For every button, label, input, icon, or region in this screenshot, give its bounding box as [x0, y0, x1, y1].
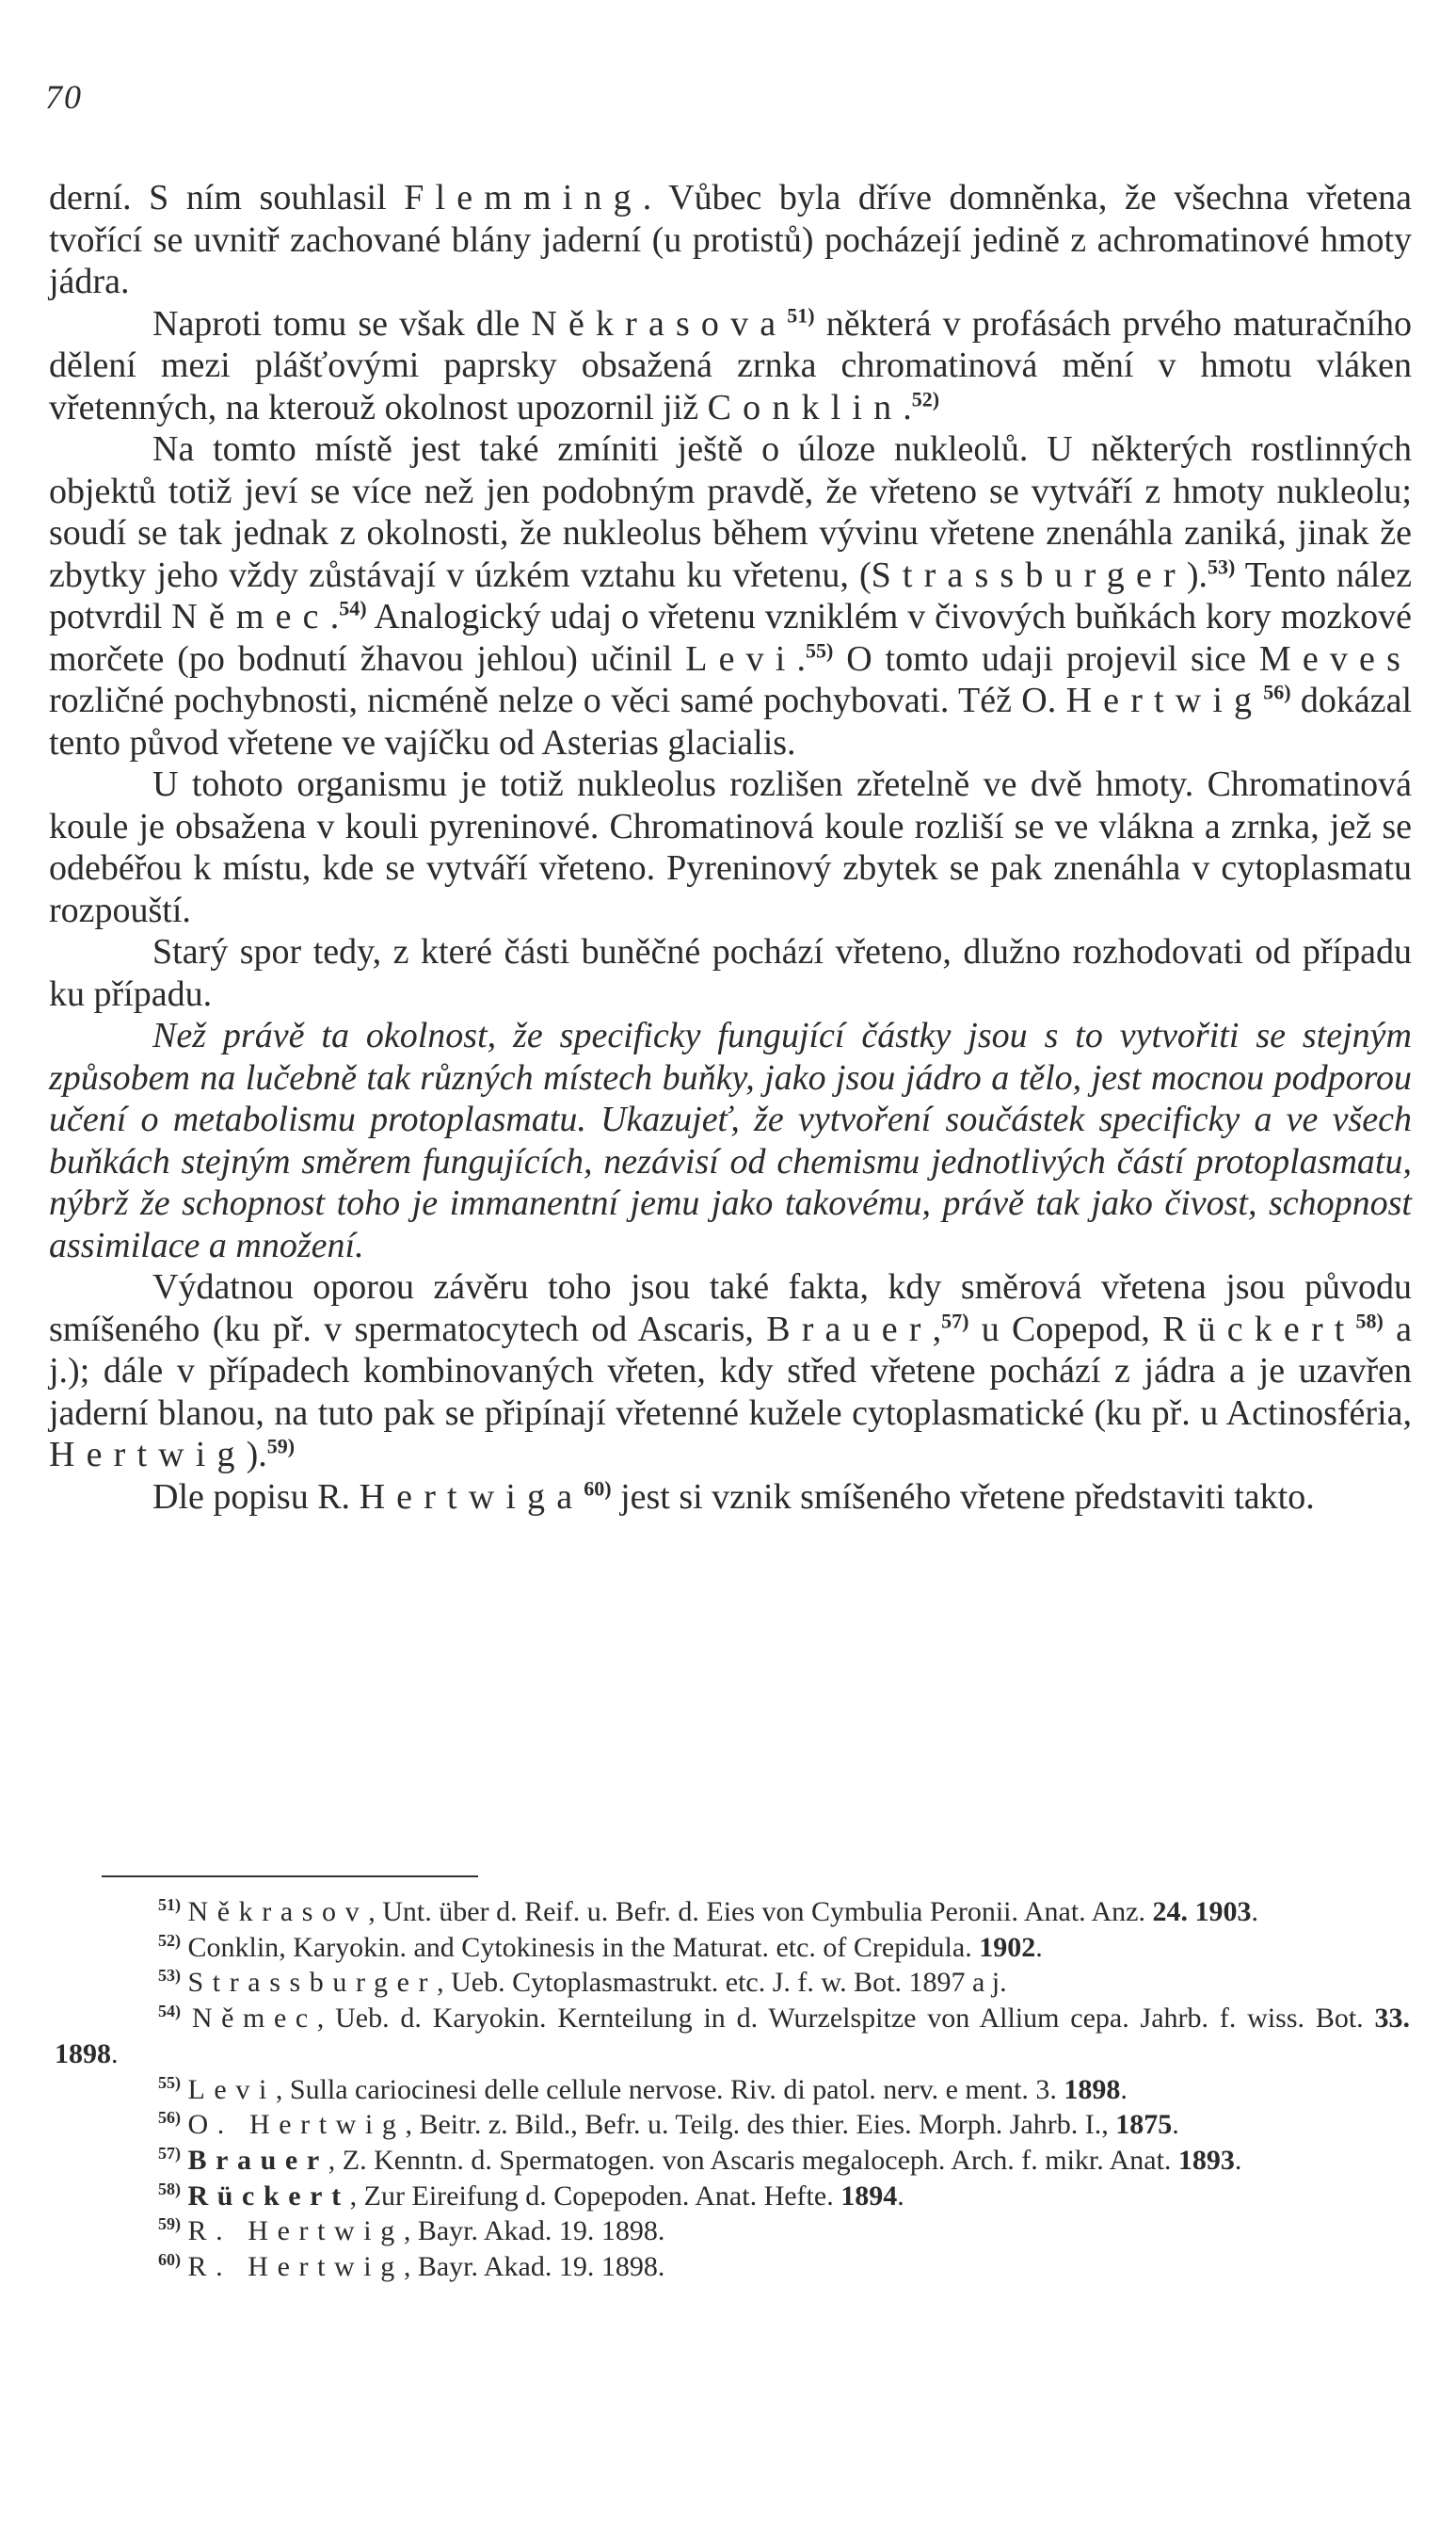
- paragraph-2: Naproti tomu se však dle Někrasova$^{51)}$ některá v profásách prvého maturačního dělení mezi plášťovými paprsky obsažená zrnka chromatinová mění v hmotu vláken vřetenných, na kterouž okolnost upozornil již Conklin.$^{52)}$: [49, 302, 1412, 427]
- author-name: Conklin: [707, 387, 904, 427]
- page-number: 70: [45, 78, 83, 116]
- footnote-item: $^{56)}$ O. Hertwig, Beitr. z. Bild., Befr. u. Teilg. des thier. Eies. Morph. Jahrb. I., 1875.: [158, 2108, 1179, 2141]
- footnote-ref: 52): [911, 386, 940, 410]
- paragraph-6-italic: Než právě ta okolnost, že specificky fungující částky jsou s to vytvořiti se stejným způsobem na lučebně tak různých místech buňky, jako jsou jádro a tělo, jest mocnou podporou učení o metabolismu protoplasmatu. Ukazujeť, že vytvoření součástek specificky a ve všech buňkách stejným směrem fungujících, nezávisí od chemismu jednotlivých částí protoplasmatu, nýbrž že schopnost toho je immanentní jemu jako takovému, právě tak jako čivost, schopnost assimilace a množení.: [49, 1016, 1412, 1265]
- author-name: Hertwig: [49, 1435, 247, 1474]
- author-name: Rückert: [1162, 1309, 1356, 1349]
- author-name: Brauer: [766, 1309, 933, 1349]
- author-name: Meves: [1258, 638, 1413, 679]
- footnote-ref: 51): [787, 302, 815, 327]
- footnote-item: $^{55)}$ Levi, Sulla cariocinesi delle cellule nervose. Riv. di patol. nerv. e ment. 3. 1898.: [158, 2072, 1128, 2105]
- footnote-item: $^{59)}$ R. Hertwig, Bayr. Akad. 19. 1898.: [158, 2214, 665, 2247]
- footnote-item: $^{57)}$ Brauer, Z. Kenntn. d. Spermatogen. von Ascaris megaloceph. Arch. f. mikr. Anat. 1893.: [158, 2143, 1242, 2176]
- footnote-item: $^{54)}$ Němec, Ueb. d. Karyokin. Kernteilung in d. Wurzelspitze von Allium cepa. Jahrb. f. wiss. Bot. 33. 1898.: [55, 2002, 1410, 2069]
- footnote-item: $^{53)}$ Strassburger, Ueb. Cytoplasmastrukt. etc. J. f. w. Bot. 1897 a j.: [158, 1966, 1007, 1999]
- footnote-item: $^{60)}$ R. Hertwig, Bayr. Akad. 19. 1898.: [158, 2250, 665, 2283]
- footnote-ref: 55): [806, 637, 834, 662]
- main-text: [49, 177, 1412, 1518]
- author-name: Strassburger: [871, 555, 1187, 595]
- footnote-item: $^{58)}$ Rückert, Zur Eireifung d. Copepoden. Anat. Hefte. 1894.: [158, 2179, 904, 2212]
- paragraph-1: derní. S ním souhlasil Flemming. Vůbec byla dříve domněnka, že všechna vřetena tvořící se uvnitř zachované blány jaderní (u protistů) pocházejí jedině z achromatinové hmoty jádra.: [49, 178, 1412, 301]
- footnote-ref: 53): [1207, 554, 1236, 578]
- author-name: Němec: [171, 597, 330, 636]
- footnote-item: $^{51)}$ Někrasov, Unt. über d. Reif. u. Befr. d. Eies von Cymbulia Peronii. Anat. Anz. 24. 1903.: [158, 1895, 1258, 1927]
- paragraph-7: Výdatnou oporou závěru toho jsou také fakta, kdy směrová vřetena jsou původu smíšeného (ku př. v spermatocytech od Ascaris, Brauer,$^{57)}$ u Copepod, Rückert$^{58)}$ a j.); dále v případech kombinovaných vřeten, kdy střed vřetene pochází z jádra a je uzavřen jaderní blanou, na tuto pak se připínají vřetenné kužele cytoplasmatické (ku př. u Actinosféria, Hertwig).$^{59)}$: [49, 1267, 1413, 1474]
- footnotes: [55, 1894, 1410, 2285]
- author-name: Někrasova: [531, 303, 788, 344]
- footnote-divider: [102, 1875, 478, 1877]
- footnote-ref: 56): [1263, 680, 1291, 704]
- paragraph-4: U tohoto organismu je totiž nukleolus rozlišen zřetelně ve dvě hmoty. Chromatinová koule je obsažena v kouli pyreninové. Chromatinová koule rozliší se ve vlákna a zrnka, jež se odebéřou k místu, kde se vytváří vřeteno. Pyreninový zbytek se pak znenáhla v cytoplasmatu rozpouští.: [49, 764, 1412, 930]
- footnote-ref: 54): [339, 596, 367, 620]
- footnote-ref: 57): [941, 1308, 969, 1332]
- author-name: Levi: [685, 638, 797, 679]
- paragraph-8: Dle popisu R. Hertwiga$^{60)}$ jest si vznik smíšeného vřetene představiti takto.: [152, 1475, 1315, 1517]
- footnote-ref: 60): [584, 1475, 612, 1500]
- paragraph-5: Starý spor tedy, z které části buněčné pochází vřeteno, dlužno rozhodovati od případu ku případu.: [49, 932, 1412, 1014]
- author-name: Flemming: [404, 178, 643, 217]
- author-name: Hertwiga: [359, 1476, 584, 1517]
- paragraph-3: Na tomto místě jest také zmíniti ještě o úloze nukleolů. U některých rostlinných objektů totiž jeví se více než jen podobným pravdě, že vřeteno se vytváří z hmoty nukleolu; soudí se tak jednak z okolnosti, že nukleolus během vývinu vřetene znenáhla zaniká, jinak že zbytky jeho vždy zůstávají v úzkém vztahu ku vřetenu, (Strassburger).$^{53)}$ Tento nález potvrdil Němec.$^{54)}$ Analogický udaj o vřetenu vzniklém v čivových buňkách kory mozkové morčete (po bodnutí žhavou jehlou) učinil Levi.$^{55)}$ O tomto udaji projevil sice Meves rozličné pochybnosti, nicméně nelze o věci samé pochybovati. Též O. Hertwig$^{56)}$ dokázal tento původ vřetene ve vajíčku od Asterias glacialis.: [49, 429, 1413, 763]
- author-name: Hertwig: [1065, 681, 1264, 720]
- footnote-ref: 59): [266, 1434, 296, 1458]
- footnote-item: $^{52)}$ Conklin, Karyokin. and Cytokinesis in the Maturat. etc. of Crepidula. 1902.: [158, 1930, 1043, 1963]
- footnote-ref: 58): [1355, 1308, 1384, 1332]
